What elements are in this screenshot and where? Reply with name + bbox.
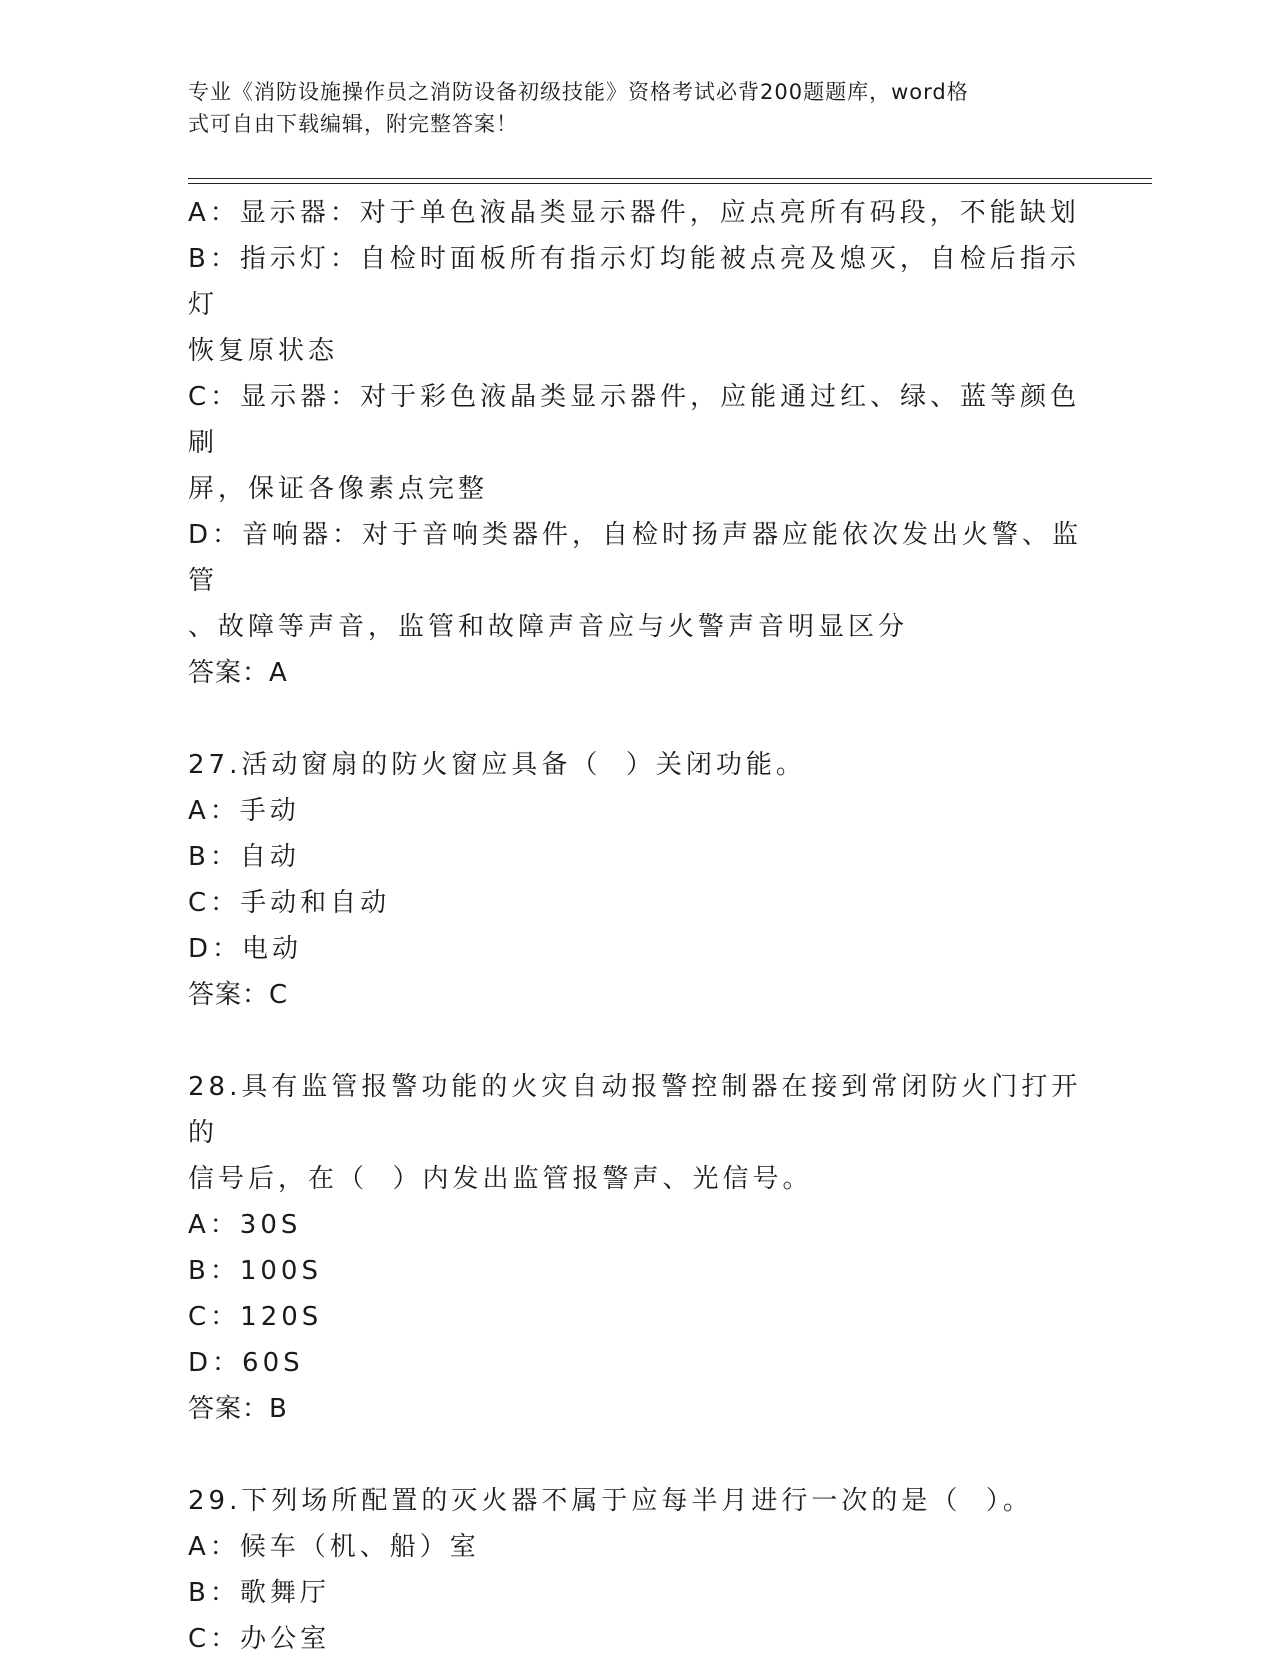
question-29-block [188, 1478, 1088, 1662]
header-line-2: 式可自由下载编辑，附完整答案！ [188, 112, 518, 136]
option-d: D：60S [188, 1348, 304, 1378]
question-27-block [188, 742, 1088, 1018]
option-a: A：候车（机、船）室 [188, 1532, 480, 1562]
option-b: B：指示灯：自检时面板所有指示灯均能被点亮及熄灭，自检后指示灯 [188, 244, 1080, 320]
option-b: B：歌舞厅 [188, 1578, 330, 1608]
option-c: C：办公室 [188, 1624, 331, 1654]
option-a: A：30S [188, 1210, 302, 1240]
question-stem-continued: 信号后，在（ ）内发出监管报警声、光信号。 [188, 1164, 813, 1194]
option-a: A：显示器：对于单色液晶类显示器件，应点亮所有码段，不能缺划 [188, 198, 1080, 228]
header-line-1: 专业《消防设施操作员之消防设备初级技能》资格考试必背200题题库，word格 [188, 80, 969, 104]
question-stem: 29.下列场所配置的灭火器不属于应每半月进行一次的是（ ）。 [188, 1486, 1033, 1516]
question-28-block [188, 1064, 1088, 1432]
answer: 答案：A [188, 658, 288, 688]
option-c: C：手动和自动 [188, 888, 391, 918]
option-c: C：显示器：对于彩色液晶类显示器件，应能通过红、绿、蓝等颜色刷 [188, 382, 1081, 458]
question-26-block [188, 190, 1088, 696]
option-c-continued: 屏，保证各像素点完整 [188, 474, 489, 504]
answer: 答案：C [188, 980, 289, 1010]
question-list [188, 190, 1088, 1662]
question-stem: 28.具有监管报警功能的火灾自动报警控制器在接到常闭防火门打开的 [188, 1072, 1082, 1148]
option-d-continued: 、故障等声音，监管和故障声音应与火警声音明显区分 [188, 612, 909, 642]
option-b-continued: 恢复原状态 [188, 336, 339, 366]
header-divider-bottom [188, 183, 1152, 184]
option-d: D：电动 [188, 934, 303, 964]
question-stem: 27.活动窗扇的防火窗应具备（ ）关闭功能。 [188, 750, 806, 780]
option-b: B：自动 [188, 842, 300, 872]
option-d: D：音响器：对于音响类器件，自检时扬声器应能依次发出火警、监管 [188, 520, 1083, 596]
option-b: B：100S [188, 1256, 322, 1286]
option-c: C：120S [188, 1302, 323, 1332]
option-a: A：手动 [188, 796, 300, 826]
answer: 答案：B [188, 1394, 288, 1424]
header-divider-top [188, 178, 1152, 179]
document-header [188, 76, 1088, 140]
